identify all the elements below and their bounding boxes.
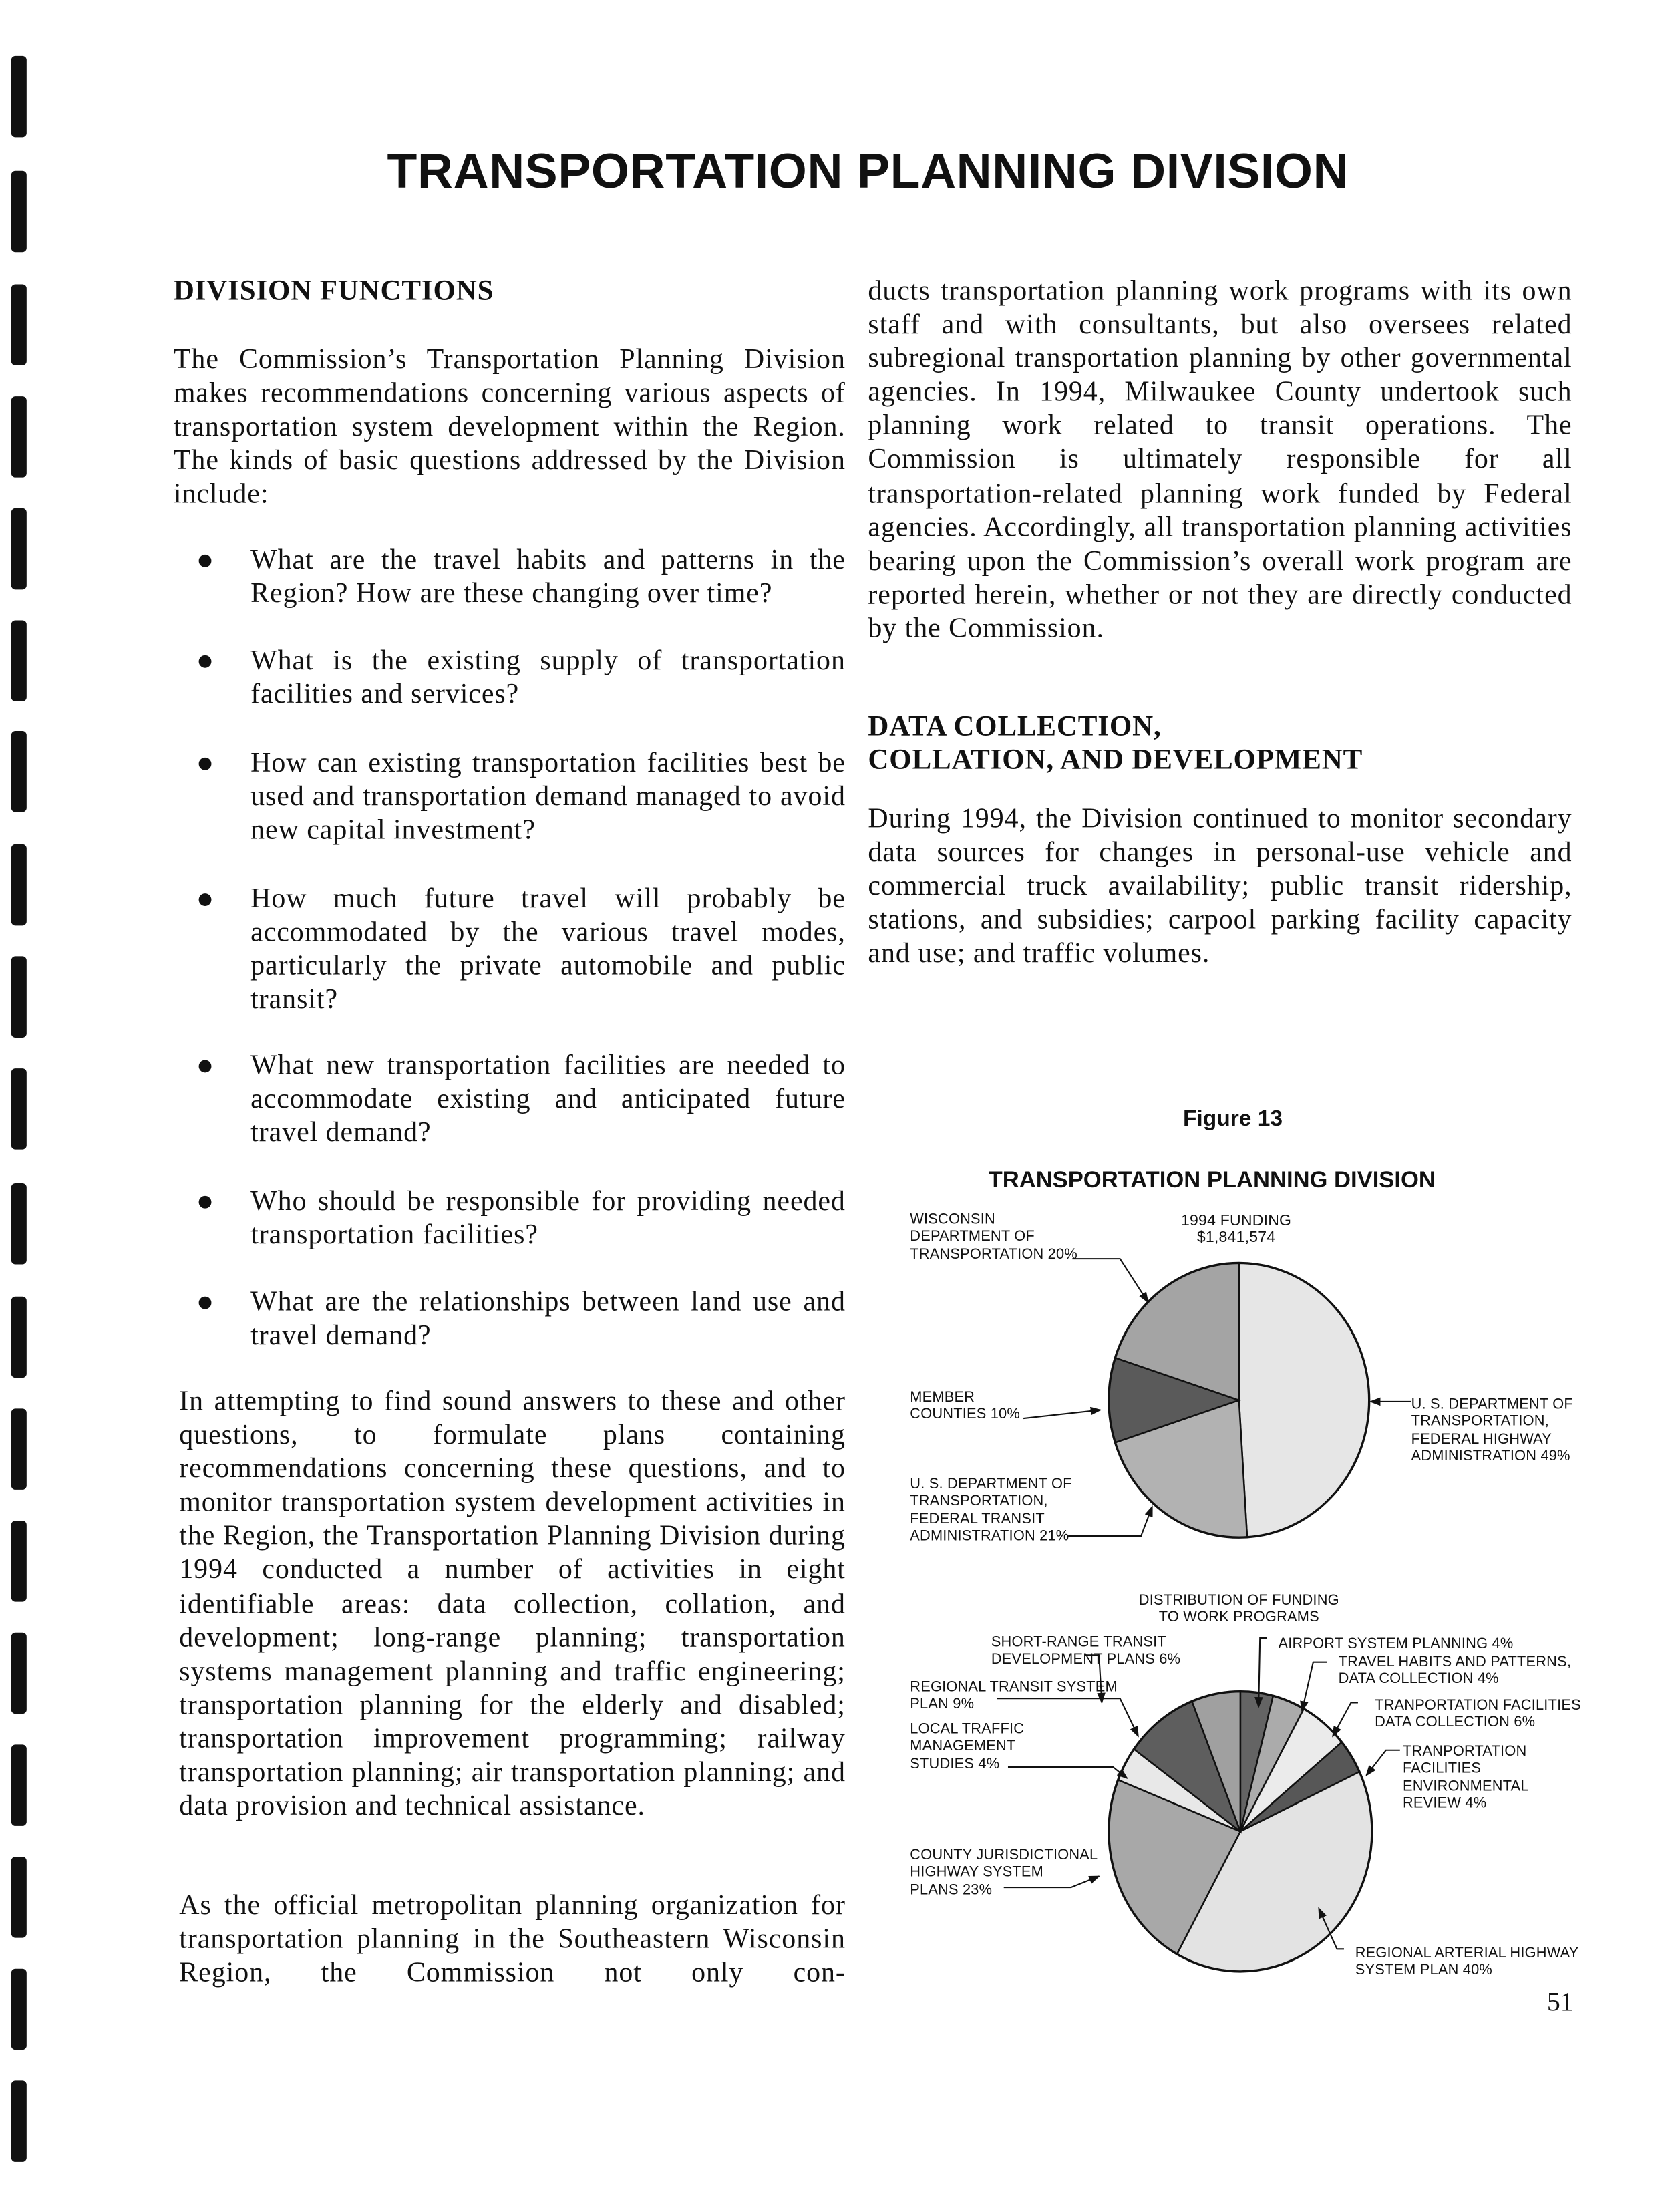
chart1-label-wisdot: WISCONSIN DEPARTMENT OF TRANSPORTATION 20% <box>910 1212 1077 1263</box>
chart2-label-facilities-data: TRANPORTATION FACILITIES DATA COLLECTION 6% <box>1375 1698 1581 1732</box>
activities-paragraph: In attempting to find sound answers to these and other questions, to formulate plans containing recommendations concerning these questions, and to monitor transportation system development activities in the Region, the Transportation Planning Division during 1994 conducted a number of activities in eight identifiable areas: data collection, collation, and development; long-range planning; transportation systems management planning and traffic engineering; transportation planning for the elderly and disabled; transportation improvement programming; railway transportation planning; air transportation planning; and data provision and technical assistance. <box>179 1386 846 1822</box>
chart1-label-member-counties: MEMBER COUNTIES 10% <box>910 1390 1020 1424</box>
chart2-title: DISTRIBUTION OF FUNDING TO WORK PROGRAMS <box>1138 1593 1339 1627</box>
chart2-label-airport: AIRPORT SYSTEM PLANNING 4% <box>1278 1636 1514 1653</box>
chart1-label-fta: U. S. DEPARTMENT OF TRANSPORTATION, FEDERAL TRANSIT ADMINISTRATION 21% <box>910 1477 1072 1545</box>
intro-paragraph: The Commission’s Transportation Planning Division makes recommendations concerning various aspects of transportation system development within the Region. The kinds of basic questions addressed by the Division include: <box>173 344 846 510</box>
document-page: TRANSPORTATION PLANNING DIVISION DIVISION FUNCTIONS The Commission’s Transportation Planning Division makes recommendations concerning various aspects of transportation system development within the Region. The kinds of basic questions addressed by the Division include: What are the travel habits and patterns in the Region? How are these changing over time? What is the existing supply of transportation facilities and services? How can existing transportation facilities best be used and transportation demand managed to avoid new capital investment? How much future travel will probably be accommodated by the various travel modes, particularly the private automobile and public transit? What new transportation facilities are needed to accommodate existing and anticipated future travel demand? Who should be responsible for providing needed transportation facilities? What are the relationships between land use and travel demand? In attempting to find sound answers to these and other questions, to formulate plans containing recommendations concerning these questions, and to monitor transportation system development activities in the Region, the Transportation Planning Division during 1994 conducted a number of activities in eight identifiable areas: data collection, collation, and development; long-range planning; transportation systems management planning and traffic engineering; transportation planning for the elderly and disabled; transportation improvement programming; railway transportation planning; air transportation planning; and data provision and technical assistance. As the official metropolitan planning organization for transportation planning in the Southeastern Wisconsin Region, the Commission not only con- ducts transportation planning work programs with its own staff and with consultants, but also oversees related subregional transportation planning by other governmental agencies. In 1994, Milwaukee County undertook such planning work related to transit operations. The Commission is ultimately responsible for all transportation-related planning work funded by Federal agencies. Accordingly, all transportation planning activities bearing upon the Commission’s overall work program are reported herein, whether or not they are directly conducted by the Commission. DATA COLLECTION, COLLATION, AND DEVELOPMENT During 1994, the Division continued to monitor secondary data sources for changes in personal-use vehicle and commercial truck availability; public transit ridership, stations, and subsidies; carpool parking facility capacity and use; and traffic volumes. Figure 13 TRANSPORTATION PLANNING DIVISION 1994 FUNDING $1,841,574 U. S. DEPARTMENT OF TRANSPORTATION, FEDERAL HIGHWAY ADMINISTRATION 49% U. S. DEPARTMENT OF TRANSPORTATION, FEDERAL TRANSIT ADMINISTRATION 21% MEMBER COUNTIES 10% WISCONSIN DEPARTMENT OF TRANSPORTATION 20% DISTRIBUTION OF FUNDING TO WORK PROGRAMS AIRPORT SYSTEM PLANNING 4% TRAVEL HABITS AND PATTERNS, DATA COLLECTION 4% TRANPORTATION FACILITIES DATA COLLECTION 6% TRANPORTATION FACILITIES ENVIRONMENTAL REVIEW 4% REGIONAL ARTERIAL HIGHWAY SYSTEM PLAN 40% COUNTY JURISDICTIONAL HIGHWAY SYSTEM PLANS 23% LOCAL TRAFFIC MANAGEMENT STUDIES 4% REGIONAL TRANSIT SYSTEM PLAN 9% SHORT-RANGE TRANSIT DEVELOPMENT PLANS 6% 51 <box>0 0 1680 2195</box>
data-collection-paragraph: During 1994, the Division continued to monitor secondary data sources for changes in personal-use vehicle and commercial truck availability; public transit ridership, stations, and subsidies; carpool parking facility capacity and use; and traffic volumes. <box>868 803 1572 970</box>
page-title: TRANSPORTATION PLANNING DIVISION <box>387 144 1349 199</box>
leader-line-arrow <box>1068 1507 1152 1536</box>
leader-line-arrow <box>1008 1767 1127 1778</box>
section-heading-division-functions: DIVISION FUNCTIONS <box>173 275 494 307</box>
chart1-slice-0 <box>1239 1263 1369 1537</box>
leader-line-arrow <box>1367 1750 1400 1776</box>
chart2-label-travel-habits: TRAVEL HABITS AND PATTERNS, DATA COLLECTION 4% <box>1338 1655 1572 1688</box>
chart2-label-local-traffic: LOCAL TRAFFIC MANAGEMENT STUDIES 4% <box>910 1722 1025 1772</box>
page-number: 51 <box>1546 1988 1574 2018</box>
chart2-label-short-range-transit: SHORT-RANGE TRANSIT DEVELOPMENT PLANS 6% <box>991 1635 1181 1668</box>
leader-line-arrow <box>1333 1702 1358 1736</box>
figure-number: Figure 13 <box>1182 1107 1283 1132</box>
chart2-label-environmental-review: TRANPORTATION FACILITIES ENVIRONMENTAL REVIEW 4% <box>1402 1744 1529 1813</box>
leader-line-arrow <box>1302 1662 1327 1711</box>
leader-line-arrow <box>1023 1410 1100 1418</box>
mpo-paragraph-continued: ducts transportation planning work programs with its own staff and with consultants, but also oversees related subregional transportation planning by other governmental agencies. In 1994, Milwaukee County undertook such planning work related to transit operations. The Commission is ultimately responsible for all transportation-related planning work funded by Federal agencies. Accordingly, all transportation planning activities bearing upon the Commission’s overall work program are reported herein, whether or not they are directly conducted by the Commission. <box>868 275 1572 644</box>
leader-line-arrow <box>1072 1259 1148 1302</box>
mpo-paragraph-start: As the official metropolitan planning organization for transportation planning in the Southeastern Wisconsin Region, the Commission not only con- <box>179 1890 846 1989</box>
chart2-label-regional-transit: REGIONAL TRANSIT SYSTEM PLAN 9% <box>910 1680 1118 1714</box>
chart1-label-fhwa: U. S. DEPARTMENT OF TRANSPORTATION, FEDERAL HIGHWAY ADMINISTRATION 49% <box>1411 1397 1573 1465</box>
chart2-label-county-jurisdictional: COUNTY JURISDICTIONAL HIGHWAY SYSTEM PLANS 23% <box>910 1848 1098 1899</box>
figure-title: TRANSPORTATION PLANNING DIVISION <box>988 1167 1436 1193</box>
chart2-label-regional-arterial: REGIONAL ARTERIAL HIGHWAY SYSTEM PLAN 40% <box>1355 1946 1579 1980</box>
chart1-title: 1994 FUNDING $1,841,574 <box>1180 1212 1292 1247</box>
section-heading-data-collection: DATA COLLECTION, COLLATION, AND DEVELOPMENT <box>868 711 1363 776</box>
